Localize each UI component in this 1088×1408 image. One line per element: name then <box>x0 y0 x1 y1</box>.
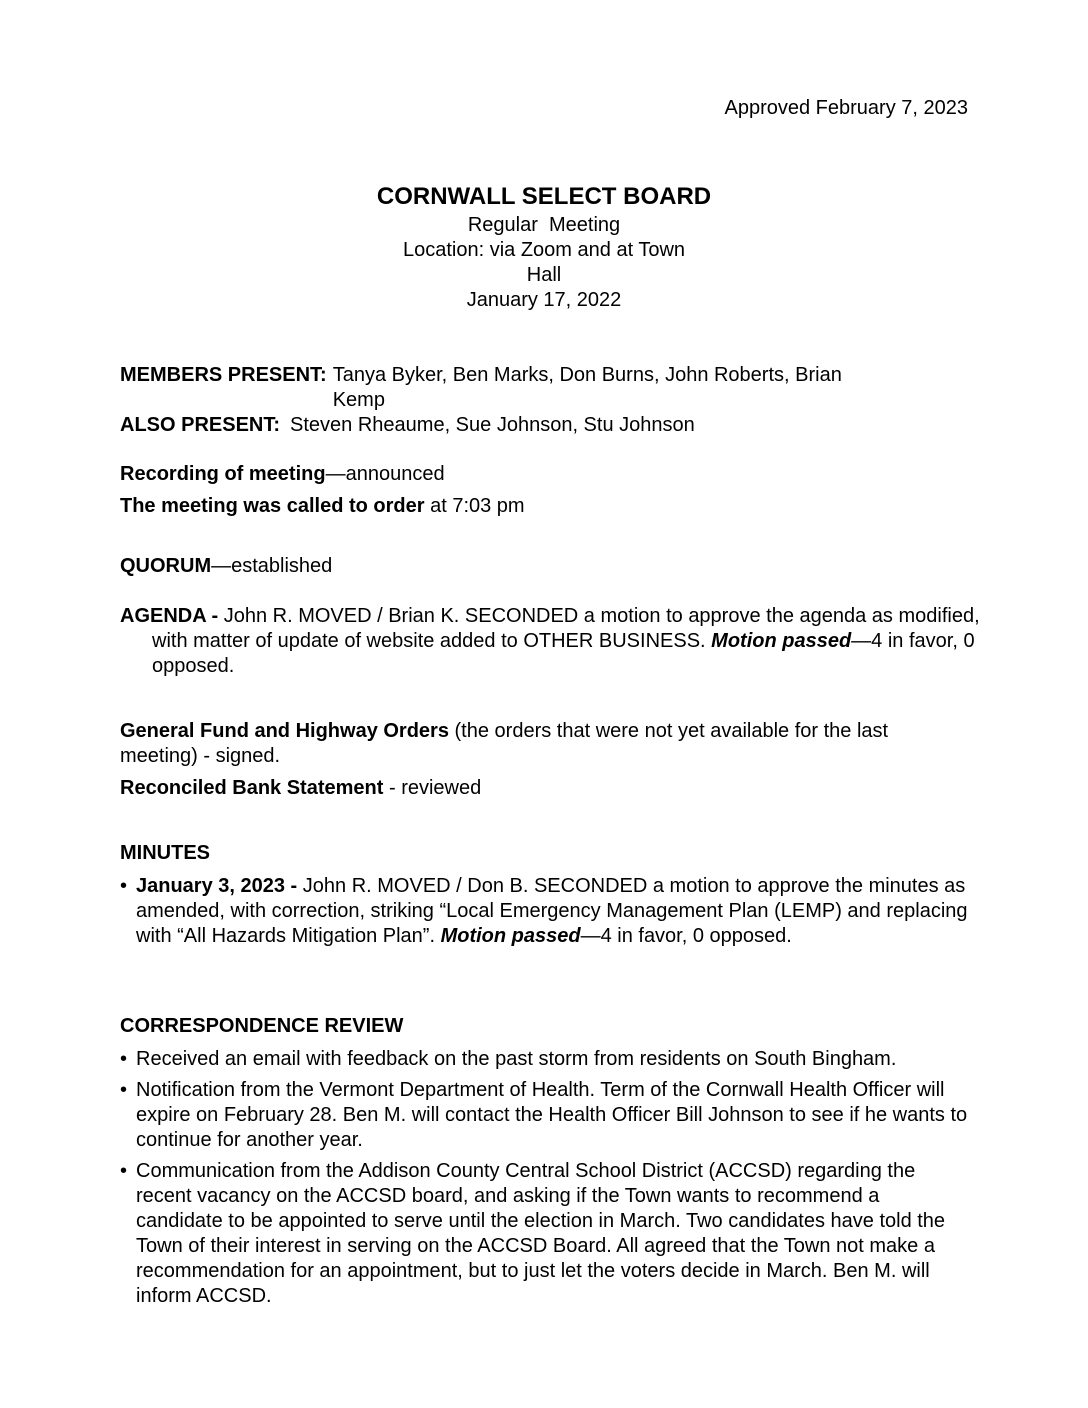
members-present-label: MEMBERS PRESENT: <box>120 364 327 386</box>
document-header <box>0 182 1088 313</box>
list-item: • Received an email with feedback on the past storm from residents on South Bingham. <box>120 1047 970 1072</box>
document-title: CORNWALL SELECT BOARD <box>376 183 712 210</box>
recording-label: Recording of meeting <box>120 463 326 485</box>
minutes-list <box>120 874 970 949</box>
meeting-location: Location: via Zoom and at Town Hall <box>402 239 686 286</box>
list-item <box>120 874 970 949</box>
call-to-order-label: The meeting was called to order <box>120 495 425 517</box>
minutes-item-label: January 3, 2023 - <box>136 875 298 897</box>
bank-statement-label: Reconciled Bank Statement <box>120 777 384 799</box>
correspondence-heading: CORRESPONDENCE REVIEW <box>120 1015 404 1037</box>
also-present-names: Steven Rheaume, Sue Johnson, Stu Johnson <box>290 414 695 436</box>
meeting-date: January 17, 2022 <box>466 289 622 311</box>
list-item: • Notification from the Vermont Department of Health. Term of the Cornwall Health Officer will expire on February 28. Ben M. will contact the Health Officer Bill Johnson to see if he wants to continue for another year. <box>120 1078 970 1153</box>
minutes-motion: Motion passed <box>440 925 581 947</box>
approval-date: Approved February 7, 2023 <box>724 97 968 119</box>
minutes-heading: MINUTES <box>120 842 210 864</box>
general-fund-label: General Fund and Highway Orders <box>120 720 449 742</box>
recording-text: —announced <box>325 463 445 485</box>
members-present <box>120 363 970 413</box>
quorum-label: QUORUM <box>120 555 212 577</box>
agenda-label: AGENDA - <box>120 605 219 627</box>
minutes-section <box>120 841 970 955</box>
correspondence-list <box>120 1047 970 1309</box>
recording-line <box>120 462 970 487</box>
agenda-vote: —4 in favor, 0 opposed. <box>152 630 975 677</box>
quorum-line <box>120 554 970 579</box>
attendance <box>120 363 970 438</box>
general-fund-text: (the orders that were not yet available for the last meeting) - signed. <box>120 720 889 767</box>
agenda-motion: Motion passed <box>711 630 852 652</box>
call-to-order-line <box>120 494 970 519</box>
quorum-text: —established <box>211 555 333 577</box>
also-present-label: ALSO PRESENT: <box>120 414 281 436</box>
correspondence-section <box>120 1014 970 1315</box>
bank-statement-line <box>120 776 970 801</box>
list-item: • Communication from the Addison County Central School District (ACCSD) regarding the recent vacancy on the ACCSD board, and asking if the Town wants to recommend a candidate to be appointed to serve until the election in March. Two candidates have told the Town of their interest in serving on the ACCSD Board. All agreed that the Town not make a recommendation for an appointment, but to just let the voters decide in March. Ben M. will inform ACCSD. <box>120 1159 970 1309</box>
call-to-order-text: at 7:03 pm <box>424 495 525 517</box>
meeting-type: Regular Meeting <box>467 214 621 236</box>
general-fund-paragraph <box>120 719 970 769</box>
minutes-vote: —4 in favor, 0 opposed. <box>580 925 792 947</box>
minutes-item-text: John R. MOVED / Don B. SECONDED a motion to approve the minutes as amended, with correction, striking “Local Emergency Management Plan (LEMP) and replacing with “All Hazards Mitigation Plan”. <box>136 875 968 947</box>
bank-statement-text: - reviewed <box>383 777 482 799</box>
agenda-paragraph <box>120 604 1002 679</box>
members-present-names: Tanya Byker, Ben Marks, Don Burns, John Roberts, Brian Kemp <box>332 364 842 411</box>
agenda-text: John R. MOVED / Brian K. SECONDED a motion to approve the agenda as modified, with matter of update of website added to OTHER BUSINESS. <box>152 605 980 652</box>
also-present <box>120 413 970 438</box>
